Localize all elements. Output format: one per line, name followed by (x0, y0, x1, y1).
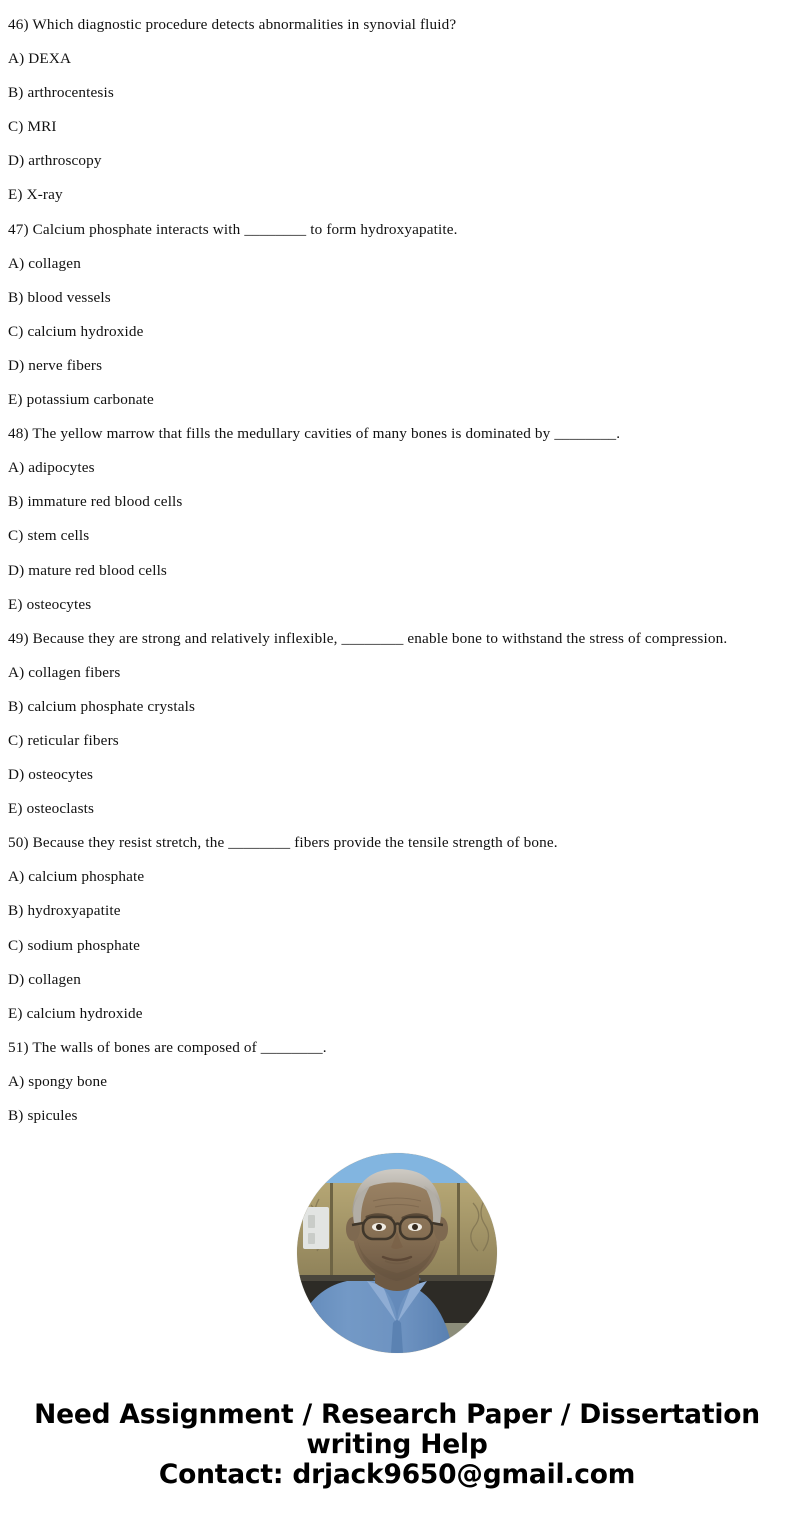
question-option[interactable]: D) arthroscopy (8, 152, 102, 170)
question-option[interactable]: B) arthrocentesis (8, 84, 114, 102)
question-option[interactable]: E) X-ray (8, 186, 63, 204)
question-option[interactable]: A) adipocytes (8, 459, 95, 477)
question-option[interactable]: D) osteocytes (8, 766, 94, 784)
promo-footer (0, 1400, 794, 1490)
question-option[interactable]: B) spicules (8, 1107, 78, 1124)
question-option[interactable]: E) potassium carbonate (8, 391, 154, 409)
question-option[interactable]: B) calcium phosphate crystals (8, 697, 196, 715)
question-option[interactable]: A) collagen (8, 254, 81, 272)
question-stem: 51) The walls of bones are composed of ________. (8, 1038, 327, 1056)
question-stem: 49) Because they are strong and relatively inflexible, ________ enable bone to withstand the stress of compression. (8, 629, 728, 647)
question-option[interactable]: E) osteocytes (8, 595, 92, 613)
question-option[interactable]: D) mature red blood cells (8, 561, 167, 579)
question-option[interactable]: B) immature red blood cells (8, 493, 183, 511)
question-option[interactable]: E) osteoclasts (8, 800, 95, 818)
question-option[interactable]: C) stem cells (8, 527, 90, 545)
promo-headline: Need Assignment / Research Paper / Dissertation writing Help (34, 1399, 760, 1460)
question-option[interactable]: D) collagen (8, 970, 81, 988)
question-option[interactable]: C) MRI (8, 118, 57, 136)
question-option[interactable]: B) hydroxyapatite (8, 902, 121, 920)
avatar-container (0, 1152, 794, 1354)
question-stem: 46) Which diagnostic procedure detects abnormalities in synovial fluid? (8, 16, 457, 33)
avatar (297, 1153, 497, 1353)
question-option[interactable]: A) calcium phosphate (8, 868, 145, 886)
question-option[interactable]: A) spongy bone (8, 1072, 108, 1090)
question-stem: 47) Calcium phosphate interacts with ________ to form hydroxyapatite. (8, 220, 458, 238)
question-option[interactable]: E) calcium hydroxide (8, 1004, 143, 1022)
question-option[interactable]: C) calcium hydroxide (8, 322, 144, 340)
question-option[interactable]: A) DEXA (8, 50, 72, 68)
question-option[interactable]: B) blood vessels (8, 288, 111, 306)
question-option[interactable]: D) nerve fibers (8, 356, 103, 374)
question-option[interactable]: C) sodium phosphate (8, 936, 140, 954)
question-stem: 48) The yellow marrow that fills the medullary cavities of many bones is dominated by ________. (8, 425, 621, 443)
question-option[interactable]: C) reticular fibers (8, 731, 119, 749)
question-stem: 50) Because they resist stretch, the ________ fibers provide the tensile strength of bone. (8, 834, 558, 852)
promo-contact[interactable]: Contact: drjack9650@gmail.com (158, 1459, 636, 1490)
question-option[interactable]: A) collagen fibers (8, 663, 121, 681)
